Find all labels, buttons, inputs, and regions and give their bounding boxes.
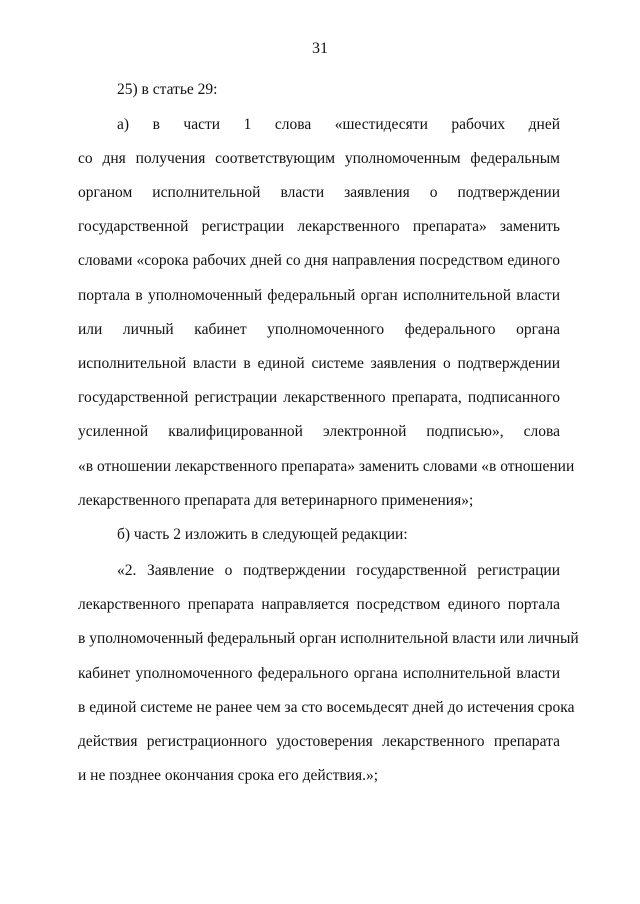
paragraph-a-line: органом исполнительной власти заявления о подтверждении (78, 184, 560, 201)
quoted-paragraph-line: «2. Заявление о подтверждении государственной регистрации (117, 562, 560, 579)
paragraph-a-line: усиленной квалифицированной электронной подписью», слова (78, 423, 560, 440)
paragraph-a-line: государственной регистрации лекарственного препарата» заменить (78, 218, 560, 235)
quoted-paragraph-line: лекарственного препарата направляется посредством единого портала (78, 596, 560, 613)
paragraph-a-line: словами «сорока рабочих дней со дня направления посредством единого (78, 252, 560, 269)
paragraph-a-line: государственной регистрации лекарственного препарата, подписанного (78, 389, 560, 406)
quoted-paragraph-line: в единой системе не ранее чем за сто восемьдесят дней до истечения срока (78, 699, 575, 716)
paragraph-a-line: «в отношении лекарственного препарата» заменить словами «в отношении (78, 458, 575, 475)
paragraph-b-heading: б) часть 2 изложить в следующей редакции: (117, 526, 408, 543)
paragraph-a-line: со дня получения соответствующим уполномоченным федеральным (78, 150, 560, 167)
paragraph-a-line: портала в уполномоченный федеральный орган исполнительной власти (78, 287, 560, 304)
paragraph-a-line: лекарственного препарата для ветеринарного применения»; (78, 492, 474, 509)
quoted-paragraph-line: и не позднее окончания срока его действия.»; (78, 767, 379, 784)
item-25-heading: 25) в статье 29: (117, 81, 218, 98)
quoted-paragraph-line: в уполномоченный федеральный орган исполнительной власти или личный (78, 630, 579, 647)
paragraph-a-line: или личный кабинет уполномоченного федерального органа (78, 321, 560, 338)
page-number: 31 (312, 40, 328, 57)
quoted-paragraph-line: кабинет уполномоченного федерального органа исполнительной власти (78, 665, 560, 682)
paragraph-a-line: а) в части 1 слова «шестидесяти рабочих дней (117, 116, 560, 133)
quoted-paragraph-line: действия регистрационного удостоверения лекарственного препарата (78, 733, 560, 750)
paragraph-a-line: исполнительной власти в единой системе заявления о подтверждении (78, 355, 560, 372)
